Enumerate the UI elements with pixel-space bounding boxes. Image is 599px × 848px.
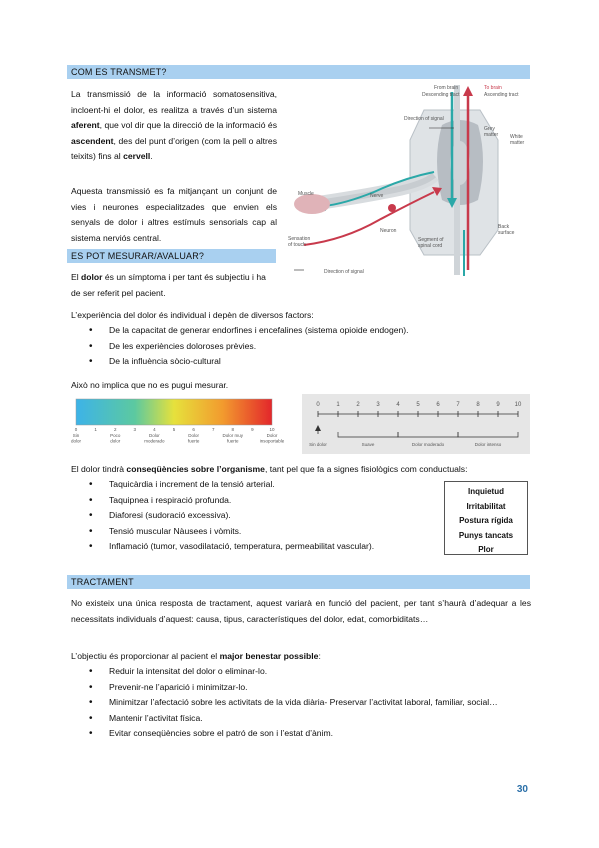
list-item: • Tensió muscular Nàusees i vòmits.: [89, 524, 439, 540]
spinal-cord-figure: [284, 80, 530, 280]
mesura-paragraph-1: [71, 270, 277, 301]
section-header-mesurar: ES POT MESURAR/AVALUAR?: [67, 249, 276, 263]
label-white: White: [510, 134, 523, 140]
text-run: El: [71, 272, 82, 282]
text-run: L’objectiu és proporcionar al pacient el: [71, 651, 220, 661]
color-scale-label: dolor: [110, 438, 121, 444]
color-scale-label: Dolor muy: [222, 433, 244, 438]
color-scale-number: 1: [94, 427, 97, 432]
color-scale-number: 7: [211, 427, 215, 432]
factors-list: [89, 323, 529, 370]
consequencies-list: [89, 477, 439, 555]
color-scale-label: moderado: [144, 438, 165, 444]
list-item: • Taquipnea i respiració profunda.: [89, 493, 439, 509]
bold-text: ascendent: [71, 135, 114, 146]
color-scale-number: 5: [172, 427, 176, 432]
behavioural-signs-box: [444, 481, 528, 555]
text-run: La transmissió de la informació somatosensitiva, incloent-hi el dolor, es realitza a través d’un sistema: [71, 89, 277, 115]
mesura-paragraph-3: Això no implica que no es pugui mesurar.: [71, 380, 229, 390]
tractament-paragraph-1: No existeix una única resposta de tractament, aquest variarà en funció del pacient, per tant s’haurà d’adequar a les necessitats individuals d’aquest: causa, tipus, característiques del dolor, edat, comorbiditats…: [71, 598, 531, 624]
numeric-scale-number: 2: [356, 402, 360, 408]
list-item: • Reduir la intensitat del dolor o eliminar-lo.: [89, 664, 531, 680]
transmet-paragraph-2: Aquesta transmissió es fa mitjançant un conjunt de vies i neurones especialitzades que envien els senyals de dolor i altres estímuls sensorials cap al sistema nerviós central.: [71, 186, 277, 243]
list-item: • Diaforesi (sudoració excessiva).: [89, 508, 439, 524]
color-scale-label: fuerte: [227, 438, 239, 444]
numeric-scale-number: 1: [336, 402, 340, 408]
color-scale-number: 8: [231, 427, 235, 432]
label-sensation: Sensation: [288, 236, 311, 242]
numeric-scale-label: Suave: [361, 442, 375, 447]
text-run: .: [150, 151, 153, 161]
label-white-2: matter: [510, 140, 525, 146]
numeric-scale-number: 4: [396, 402, 400, 408]
label-back: Back: [498, 224, 510, 230]
label-segment: Segment of: [418, 237, 444, 243]
label-descending: Descending tract: [422, 92, 460, 98]
list-item: • Evitar conseqüències sobre el patró de son i l’estat d’ànim.: [89, 726, 531, 742]
label-sensation-2: of touch: [288, 242, 306, 248]
numeric-scale-number: 5: [416, 402, 420, 408]
label-direction-bottom: Direction of signal: [324, 269, 364, 275]
box-item: Irritabilitat: [466, 501, 506, 511]
label-neuron: Neuron: [380, 228, 397, 234]
bold-text: major benestar possible: [219, 651, 319, 661]
label-muscle: Muscle: [298, 191, 314, 197]
numeric-scale-number: 6: [436, 402, 440, 408]
label-from-brain: From brain: [434, 85, 459, 91]
numeric-scale-label: Dolor intenso: [474, 442, 502, 447]
label-grey-2: matter: [484, 132, 499, 138]
list-item: • Taquicàrdia i increment de la tensió arterial.: [89, 477, 439, 493]
color-scale-label: Dolor: [266, 433, 278, 438]
neuron-cell: [388, 204, 396, 212]
numeric-scale-number: 8: [476, 402, 480, 408]
color-scale-number: 10: [269, 427, 275, 432]
list-item: • De la influència sòcio-cultural: [89, 354, 529, 370]
box-item: Punys tancats: [458, 530, 514, 540]
color-scale-label: dolor: [70, 438, 82, 444]
box-item: Plor: [478, 545, 494, 554]
text-run: El dolor tindrà: [71, 464, 127, 474]
page-number: 30: [516, 784, 528, 795]
color-scale-label: insoportable: [259, 438, 285, 444]
list-item: • De les experiències doloroses prèvies.: [89, 339, 529, 355]
color-scale-number: 3: [133, 427, 137, 432]
box-item: Inquietud: [468, 487, 504, 496]
text-run: :: [318, 651, 321, 661]
numeric-scale-number: 10: [514, 402, 522, 408]
color-pain-scale: [70, 396, 285, 448]
color-scale-bar: [76, 399, 272, 425]
numeric-pain-scale: [302, 394, 530, 454]
color-scale-number: 4: [153, 427, 156, 432]
color-scale-number: 0: [74, 427, 78, 432]
label-back-2: surface: [498, 230, 515, 236]
label-ascending: Ascending tract: [484, 92, 519, 98]
numeric-scale-number: 0: [316, 402, 320, 408]
tractament-paragraph-2: [71, 649, 531, 665]
muscle-shape: [294, 194, 330, 214]
color-scale-label: Poco: [110, 433, 121, 438]
list-item: • Prevenir-ne l’aparició i minimitzar-lo.: [89, 680, 531, 696]
text-run: , que vol dir que la direcció de la informació és: [99, 120, 277, 130]
bold-text: conseqüències sobre l’organisme: [126, 464, 265, 474]
list-item: • Mantenir l’activitat física.: [89, 711, 531, 727]
objectives-list: [89, 664, 531, 742]
label-to-brain: To brain: [484, 85, 502, 91]
color-scale-label: Dolor: [149, 433, 160, 438]
text-run: , tant pel que fa a signes fisiològics com conductuals:: [264, 464, 468, 474]
color-scale-number: 6: [192, 427, 195, 432]
numeric-scale-number: 3: [376, 402, 380, 408]
consequencies-paragraph: [71, 462, 531, 478]
color-scale-number: 2: [113, 427, 117, 432]
color-scale-label: fuerte: [187, 438, 200, 444]
numeric-scale-label: Sin dolor: [309, 442, 327, 447]
list-item: • Inflamació (tumor, vasodilatació, temperatura, permeabilitat vascular).: [89, 539, 439, 555]
mesura-paragraph-2: L’experiència del dolor és individual i depèn de diversos factors:: [71, 310, 314, 320]
label-grey: Grey: [484, 126, 495, 132]
text-run: , des del punt d’origen (com la pell o altres teixits) fins al: [71, 135, 277, 161]
label-direction-top: Direction of signal: [404, 116, 444, 122]
list-item: • Minimitzar l’afectació sobre les activitats de la vida diària- Preservar l’activitat laboral, familiar, social…: [89, 695, 531, 711]
numeric-scale-label: Dolor moderado: [411, 442, 445, 447]
color-scale-label: Sin: [72, 433, 80, 438]
list-item: • De la capacitat de generar endorfines i encefalines (sistema opioide endogen).: [89, 323, 529, 339]
numeric-scale-number: 9: [496, 402, 500, 408]
bold-text: dolor: [81, 272, 103, 282]
box-item: Postura rígida: [459, 516, 513, 525]
bold-text: cervell: [123, 151, 151, 161]
color-scale-number: 9: [251, 427, 254, 432]
section-header-tractament: TRACTAMENT: [67, 575, 530, 589]
text-run: és un símptoma i per tant és subjectiu i ha de ser referit pel pacient.: [71, 272, 266, 298]
bold-text: aferent: [71, 120, 100, 130]
numeric-scale-number: 7: [456, 402, 460, 408]
label-nerve: Nerve: [370, 193, 384, 199]
section-header-transmet: COM ES TRANSMET?: [67, 65, 530, 79]
label-segment-2: spinal cord: [418, 243, 443, 249]
color-scale-label: Dolor: [188, 433, 199, 438]
transmet-paragraph-1: [71, 87, 277, 165]
